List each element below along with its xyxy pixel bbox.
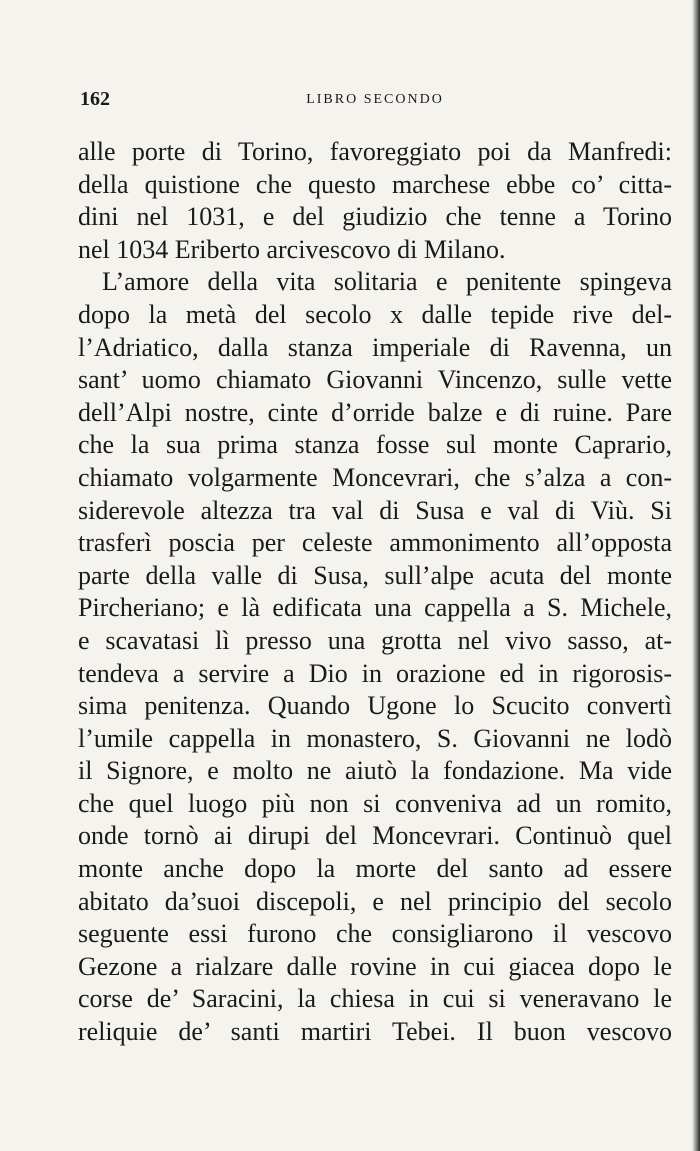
text-line: e scavatasi lì presso una grotta nel vivo sasso, at- xyxy=(78,625,672,655)
text-line: che la sua prima stanza fosse sul monte Caprario, xyxy=(78,430,672,460)
text-line: che quel luogo più non si conveniva ad un romito, xyxy=(78,788,672,818)
text-line: della quistione che questo marchese ebbe co’ citta- xyxy=(78,169,672,199)
text-line: onde tornò ai dirupi del Moncevrari. Continuò quel xyxy=(78,821,672,851)
text-line: dini nel 1031, e del giudizio che tenne a Torino xyxy=(78,202,672,232)
text-line: seguente essi furono che consigliarono il vescovo xyxy=(78,919,672,949)
text-line: Pircheriano; e là edificata una cappella a S. Michele, xyxy=(78,593,672,623)
page-header xyxy=(80,88,670,118)
text-line: l’Adriatico, dalla stanza imperiale di Ravenna, un xyxy=(78,332,672,362)
body-text xyxy=(78,136,672,1049)
text-line: nel 1034 Eriberto arcivescovo di Milano. xyxy=(78,234,506,264)
text-line: reliquie de’ santi martiri Tebei. Il buon vescovo xyxy=(78,1017,672,1047)
text-line: trasferì poscia per celeste ammonimento all’opposta xyxy=(78,528,672,558)
text-line: sant’ uomo chiamato Giovanni Vincenzo, sulle vette xyxy=(78,365,672,395)
text-line: L’amore della vita solitaria e penitente spingeva xyxy=(102,267,672,297)
text-line: chiamato volgarmente Moncevrari, che s’alza a con- xyxy=(78,462,672,492)
running-title: LIBRO SECONDO xyxy=(306,92,444,107)
text-line: Gezone a rialzare dalle rovine in cui giacea dopo le xyxy=(78,951,672,981)
text-line: l’umile cappella in monastero, S. Giovanni ne lodò xyxy=(78,723,672,753)
page-edge-shadow xyxy=(692,0,700,1151)
text-line: tendeva a servire a Dio in orazione ed in rigorosis- xyxy=(78,658,672,688)
text-line: abitato da’suoi discepoli, e nel principio del secolo xyxy=(78,886,672,916)
text-line: monte anche dopo la morte del santo ad essere xyxy=(78,854,672,884)
text-line: il Signore, e molto ne aiutò la fondazione. Ma vide xyxy=(78,756,672,786)
text-line: parte della valle di Susa, sull’alpe acuta del monte xyxy=(78,560,672,590)
text-line: corse de’ Saracini, la chiesa in cui si veneravano le xyxy=(78,984,672,1014)
text-line: alle porte di Torino, favoreggiato poi da Manfredi: xyxy=(78,137,672,166)
text-line: dopo la metà del secolo x dalle tepide rive del- xyxy=(78,299,672,329)
text-line: dell’Alpi nostre, cinte d’orride balze e di ruine. Pare xyxy=(78,397,672,427)
text-line: siderevole altezza tra val di Susa e val di Viù. Si xyxy=(78,495,672,525)
page-number: 162 xyxy=(80,88,110,110)
text-line: sima penitenza. Quando Ugone lo Scucito convertì xyxy=(78,691,672,721)
